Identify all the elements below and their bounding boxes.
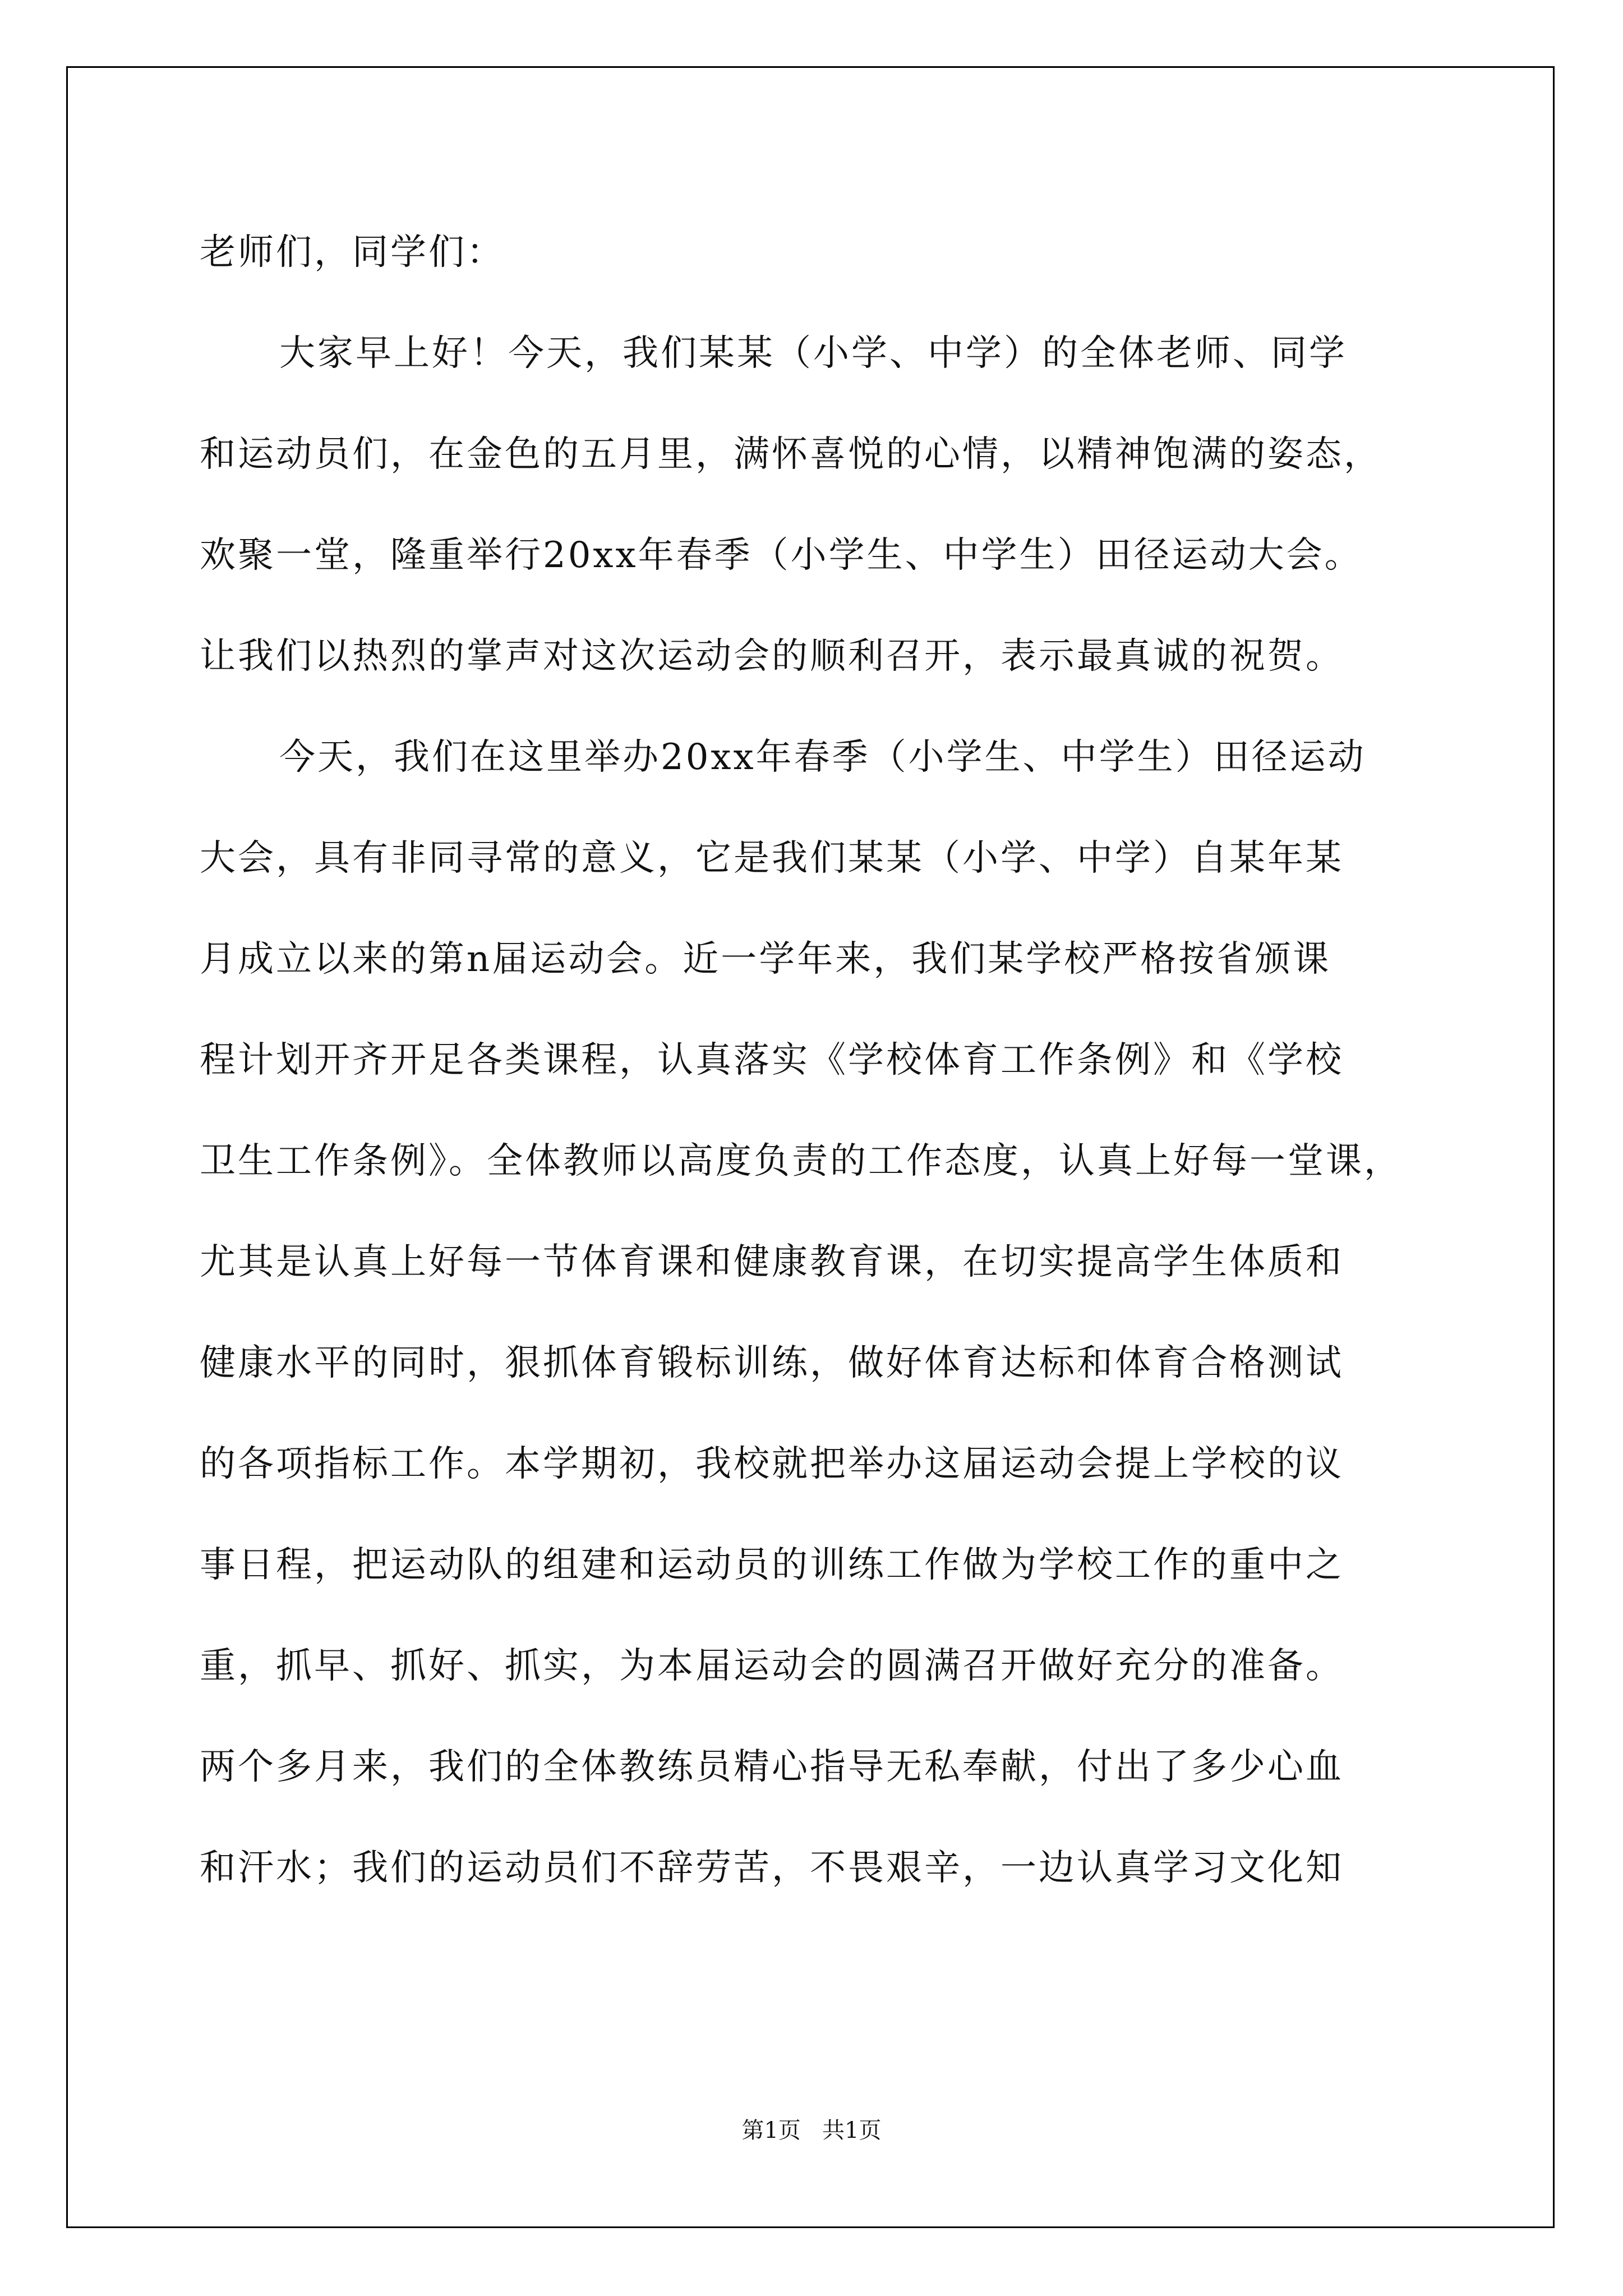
- paragraph-line: 健康水平的同时，狠抓体育锻标训练，做好体育达标和体育合格测试: [200, 1342, 1344, 1384]
- paragraph-line: 和运动员们，在金色的五月里，满怀喜悦的心情，以精神饱满的姿态，: [200, 434, 1382, 475]
- paragraph-line: 让我们以热烈的掌声对这次运动会的顺利召开，表示最真诚的祝贺。: [200, 636, 1344, 677]
- paragraph-line: 大会，具有非同寻常的意义，它是我们某某（小学、中学）自某年某: [200, 838, 1344, 879]
- paragraph-line: 卫生工作条例》。全体教师以高度负责的工作态度，认真上好每一堂课，: [200, 1140, 1402, 1182]
- paragraph-line: 的各项指标工作。本学期初，我校就把举办这届运动会提上学校的议: [200, 1443, 1344, 1485]
- paragraph-line: 欢聚一堂，隆重举行20xx年春季（小学生、中学生）田径运动大会。: [200, 535, 1363, 576]
- paragraph-line: 大家早上好！今天，我们某某（小学、中学）的全体老师、同学: [279, 333, 1347, 374]
- salutation-line: 老师们，同学们：: [200, 232, 505, 273]
- paragraph-line: 程计划开齐开足各类课程，认真落实《学校体育工作条例》和《学校: [200, 1039, 1344, 1081]
- paragraph-line: 事日程，把运动队的组建和运动员的训练工作做为学校工作的重中之: [200, 1544, 1344, 1586]
- paragraph-line: 和汗水；我们的运动员们不辞劳苦，不畏艰辛，一边认真学习文化知: [200, 1847, 1344, 1889]
- paragraph-line: 重，抓早、抓好、抓实，为本届运动会的圆满召开做好充分的准备。: [200, 1645, 1344, 1687]
- page-number-footer: 第1页 共1页: [741, 2118, 882, 2143]
- paragraph-line: 月成立以来的第n届运动会。近一学年来，我们某学校严格按省颁课: [200, 938, 1331, 980]
- paragraph-line: 两个多月来，我们的全体教练员精心指导无私奉献，付出了多少心血: [200, 1746, 1344, 1788]
- paragraph-line: 今天，我们在这里举办20xx年春季（小学生、中学生）田径运动: [279, 737, 1366, 778]
- paragraph-line: 尤其是认真上好每一节体育课和健康教育课，在切实提高学生体质和: [200, 1241, 1344, 1283]
